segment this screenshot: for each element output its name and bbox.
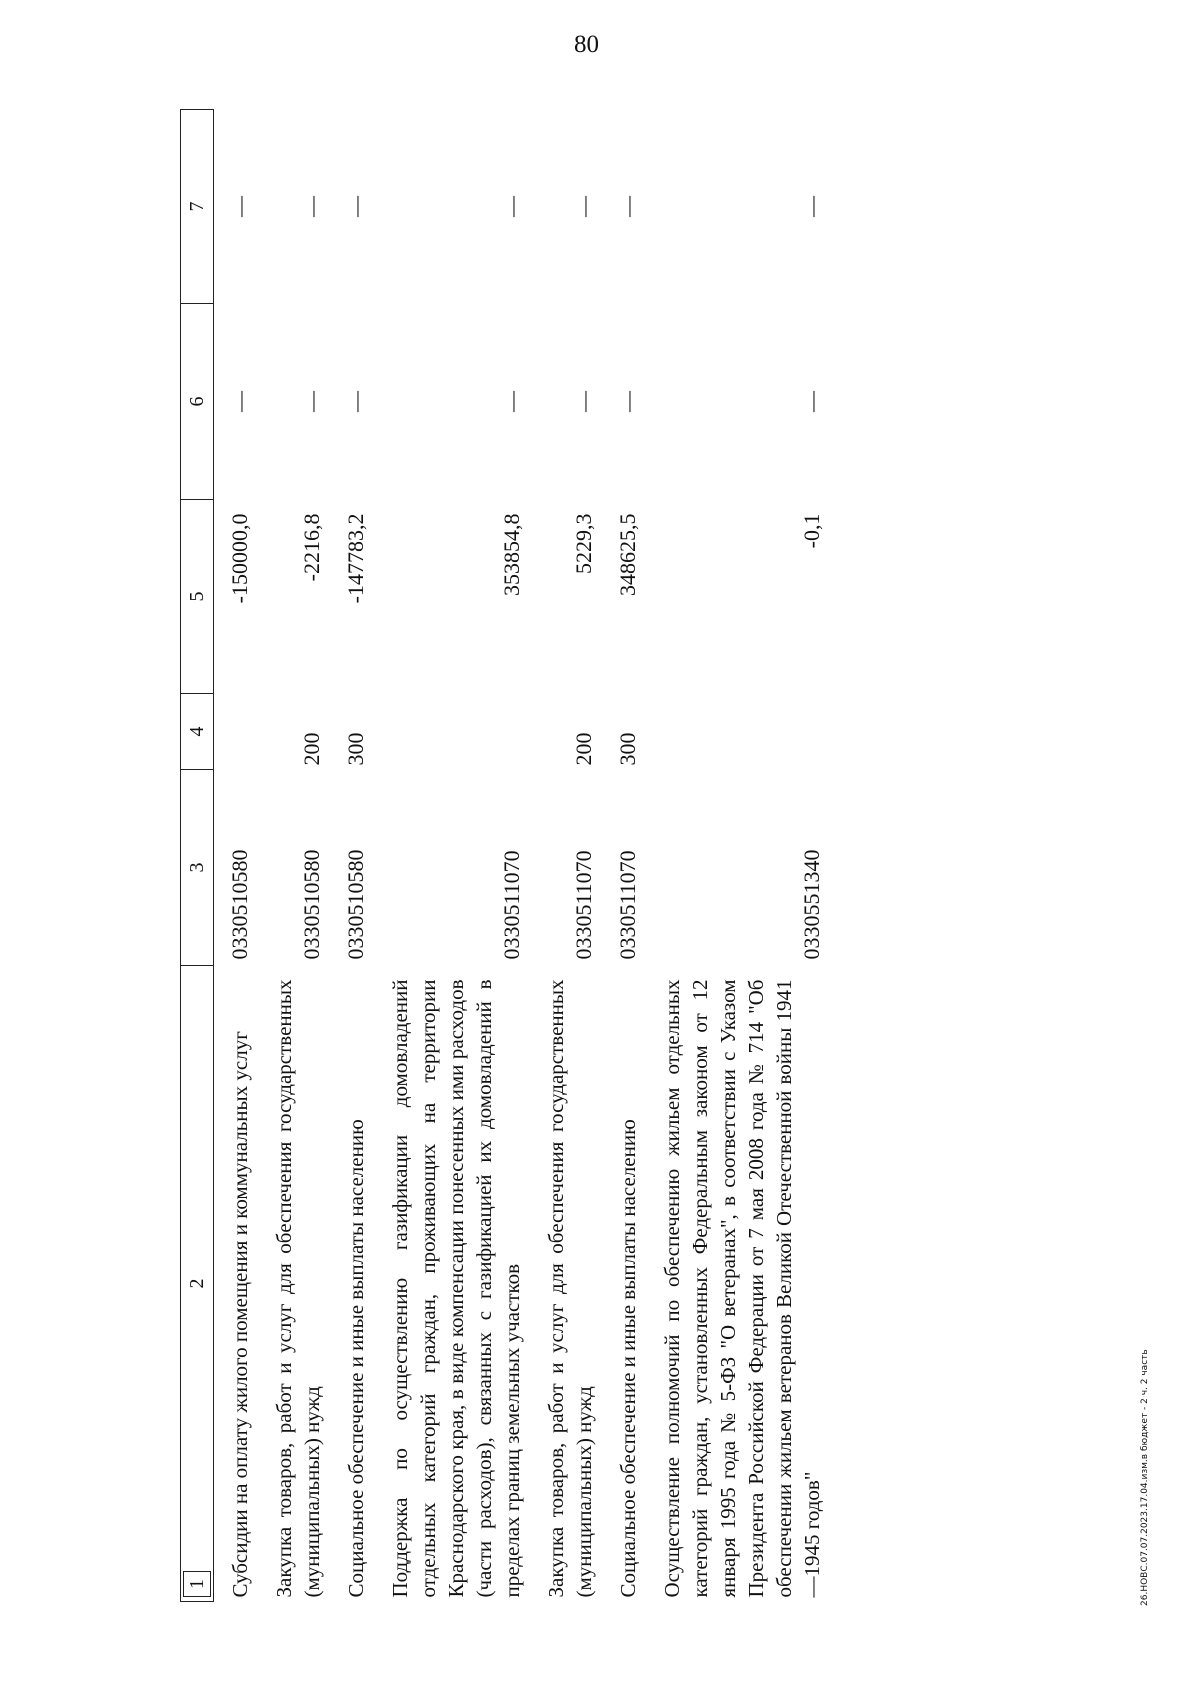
row-col6: — <box>300 391 324 412</box>
budget-table <box>180 109 830 1602</box>
row-target-code: 0330511070 <box>615 850 640 960</box>
row-target-code: 0330510580 <box>343 849 368 960</box>
table-row <box>646 110 830 1602</box>
row-expense-type: 200 <box>571 732 596 766</box>
row-name: Закупка товаров, работ и услуг для обеспечения государственных (муниципальных) нужд <box>544 979 596 1598</box>
row-amount: 348625,5 <box>615 513 640 596</box>
row-col7: — <box>228 196 252 217</box>
column-number-header: 1 2 <box>181 966 214 1602</box>
table-row <box>214 110 259 1602</box>
row-expense-type <box>214 694 259 770</box>
row-amount: 353854,8 <box>499 513 524 596</box>
row-target-code: 0330510580 <box>227 849 252 960</box>
row-name: Закупка товаров, работ и услуг для обеспечения государственных (муниципальных) нужд <box>272 979 324 1598</box>
row-col6: — <box>616 391 640 412</box>
footer-code: 26.НОВС.07.07.2023.17.04.изм.в бюджет - 2 ч. 2 часть <box>1140 1349 1150 1606</box>
row-target-code: 0330510580 <box>299 849 324 960</box>
row-amount: -150000,0 <box>227 513 252 604</box>
row-target-code: 0330511070 <box>499 850 524 960</box>
table-row <box>330 110 374 1602</box>
row-expense-type <box>374 694 530 770</box>
column-number-header: 6 <box>181 304 214 500</box>
table-row <box>374 110 530 1602</box>
row-name: Осуществление полномочий по обеспечению жильем отдельных категорий граждан, установленных Федеральным законом от 12 января 1995 года № 5-ФЗ "О ветеранах", в соответствии с Указом Президента Российской Федерации от 7 мая 2008 года № 714 "Об обеспечении жильем ветеранов Великой Отечественной войны 1941—1945 годов" <box>660 979 824 1598</box>
row-col6: — <box>500 391 524 412</box>
row-expense-type <box>646 694 830 770</box>
row-amount: -147783,2 <box>343 513 368 604</box>
row-col7: — <box>572 196 596 217</box>
column-number-row <box>181 110 214 1602</box>
rotated-page-content <box>180 110 1090 1602</box>
row-expense-type: 200 <box>299 732 324 766</box>
column-number-header: 3 <box>181 770 214 966</box>
page-number: 80 <box>574 31 599 58</box>
row-amount: 5229,3 <box>571 513 596 574</box>
table-row <box>602 110 646 1602</box>
row-col6: — <box>800 391 824 412</box>
row-col7: — <box>616 196 640 217</box>
row-col7: — <box>300 196 324 217</box>
row-expense-type: 300 <box>615 732 640 766</box>
row-col7: — <box>500 196 524 217</box>
row-name: Субсидии на оплату жилого помещения и коммунальных услуг <box>228 1031 252 1598</box>
table-row <box>530 110 602 1602</box>
column-number-header: 4 <box>181 694 214 770</box>
row-col6: — <box>572 391 596 412</box>
table-row <box>258 110 330 1602</box>
row-amount: -2216,8 <box>299 513 324 582</box>
row-name: Поддержка по осуществлению газификации домовладений отдельных категорий граждан, проживающих на территории Краснодарского края, в виде компенсации понесенных ими расходов (части расходов), связанных с газификацией их домовладений в пределах границ земельных участков <box>388 979 524 1598</box>
row-col7: — <box>800 196 824 217</box>
row-col7: — <box>344 196 368 217</box>
row-target-code: 0330551340 <box>799 849 824 960</box>
column-number-header: 7 <box>181 110 214 304</box>
column-number-header: 5 <box>181 500 214 694</box>
row-name: Социальное обеспечение и иные выплаты населению <box>344 1119 368 1598</box>
row-col6: — <box>228 391 252 412</box>
column-number-1: 1 <box>183 1571 211 1597</box>
row-amount: -0,1 <box>799 513 824 549</box>
row-col6: — <box>344 391 368 412</box>
row-target-code: 0330511070 <box>571 850 596 960</box>
row-expense-type: 300 <box>343 732 368 766</box>
row-name: Социальное обеспечение и иные выплаты населению <box>616 1119 640 1598</box>
